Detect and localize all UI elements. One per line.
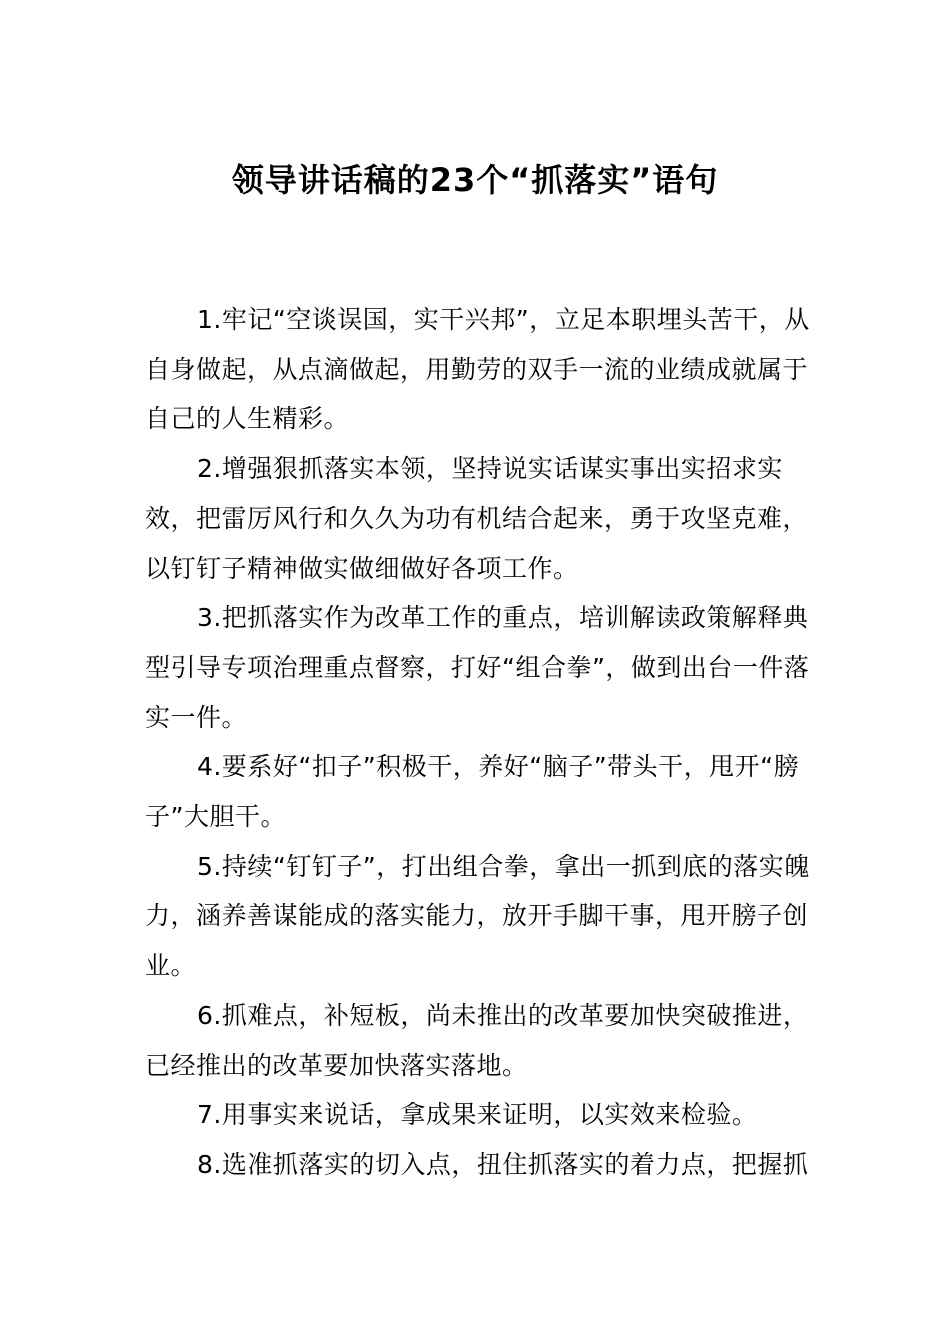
paragraph-6: 6.抓难点，补短板，尚未推出的改革要加快突破推进，已经推出的改革要加快落实落地。: [145, 1000, 809, 1080]
document-title: 领导讲话稿的23个“抓落实”语句: [231, 161, 719, 199]
paragraph-2: 2.增强狠抓落实本领，坚持说实话谋实事出实招求实效，把雷厉风行和久久为功有机结合起来，勇于攻坚克难，以钉钉子精神做实做细做好各项工作。: [145, 454, 809, 583]
document-body: [145, 295, 815, 1190]
paragraph-5: 5.持续“钉钉子”，打出组合拳，拿出一抓到底的落实魄力，涵养善谋能成的落实能力，放开手脚干事，甩开膀子创业。: [145, 851, 810, 981]
paragraph-3: 3.把抓落实作为改革工作的重点，培训解读政策解释典型引导专项治理重点督察，打好“组合拳”，做到出台一件落实一件。: [145, 603, 810, 732]
paragraph-4: 4.要系好“扣子”积极干，养好“脑子”带头干，甩开“膀子”大胆干。: [145, 752, 800, 832]
paragraph-1: 1.牢记“空谈误国，实干兴邦”，立足本职埋头苦干，从自身做起，从点滴做起，用勤劳的双手一流的业绩成就属于自己的人生精彩。: [145, 305, 810, 434]
paragraph-7: 7.用事实来说话，拿成果来证明，以实效来检验。: [197, 1100, 758, 1130]
paragraph-8: 8.选准抓落实的切入点，扭住抓落实的着力点，把握抓: [197, 1149, 809, 1179]
